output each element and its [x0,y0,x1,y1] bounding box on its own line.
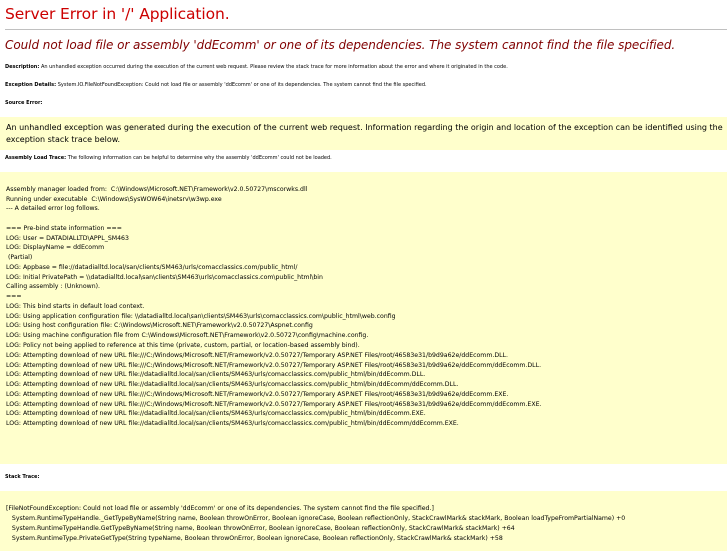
stack-trace-box [0,491,727,551]
source-error-line: exception stack trace below. [6,135,121,144]
trace-line: LOG: Attempting download of new URL file:///C:/Windows/Microsoft.NET/Framework/v2.0.50727/Temporary ASP.NET Files/root/46583e31/b9d9a62e/ddEcomm/ddEcomm.EXE. [6,400,542,408]
trace-line: LOG: This bind starts in default load context. [6,302,145,310]
stack-trace-paragraph [5,474,727,481]
assembly-load-trace-paragraph [5,155,727,162]
assembly-load-trace-box [0,172,727,464]
trace-line: LOG: Using machine configuration file from C:\Windows\Microsoft.NET\Framework\v2.0.50727\config\machine.config. [6,332,369,340]
exception-details-text: System.IO.FileNotFoundException: Could not load file or assembly 'ddEcomm' or one of its dependencies. The system cannot find the file specified. [57,82,427,88]
trace-line [6,175,727,185]
source-error-line: An unhandled exception was generated during the execution of the current web request. Information regarding the origin and location of the exception can be identified using the [6,123,723,132]
title-divider [5,29,727,30]
source-error-label: Source Error: [5,100,43,106]
trace-line: Calling assembly : (Unknown). [6,283,101,291]
stack-line: System.RuntimeType.PrivateGetType(String typeName, Boolean throwOnError, Boolean ignoreCase, Boolean reflectionOnly, StackCrawlMark& stackMark) +58 [6,535,503,542]
trace-line [6,214,727,224]
stack-line: [FileNotFoundException: Could not load file or assembly 'ddEcomm' or one of its dependencies. The system cannot find the file specified.] [6,505,434,512]
trace-line: LOG: Appbase = file://datadialltd.local/san/clients/SM463/urls/comacclassics.com/public_html/ [6,263,298,271]
trace-line: LOG: Attempting download of new URL file://datadialltd.local/san/clients/SM463/urls/comacclassics.com/public_html/bin/ddEcomm/ddEcomm.DLL. [6,381,459,389]
trace-line: LOG: User = DATADIALLTD\APPL_SM463 [6,234,129,242]
trace-line: === [6,293,22,301]
stack-line: System.RuntimeTypeHandle._GetTypeByName(String name, Boolean throwOnError, Boolean ignoreCase, Boolean reflectionOnly, StackCrawlMark& stackMark, Boolean loadTypeFromPartialName) +0 [6,515,626,522]
description-paragraph [5,64,727,71]
source-error-box [0,117,727,150]
trace-line: === Pre-bind state information === [6,224,122,232]
trace-line: LOG: Policy not being applied to reference at this time (private, custom, partial, or location-based assembly bind). [6,342,360,350]
description-label: Description: [5,64,40,70]
error-message: Could not load file or assembly 'ddEcomm' or one of its dependencies. The system cannot find the file specified. [5,38,676,52]
trace-line: --- A detailed error log follows. [6,205,100,213]
trace-line: LOG: Using host configuration file: C:\Windows\Microsoft.NET\Framework\v2.0.50727\Aspnet.config [6,322,313,330]
exception-details-paragraph [5,82,727,89]
trace-line: (Partial) [6,254,33,262]
trace-line: LOG: DisplayName = ddEcomm [6,244,105,252]
stack-line [6,494,727,504]
trace-line: LOG: Attempting download of new URL file://datadialltd.local/san/clients/SM463/urls/comacclassics.com/public_html/bin/ddEcomm.EXE. [6,410,426,418]
exception-details-label: Exception Details: [5,82,57,88]
trace-line: LOG: Attempting download of new URL file:///C:/Windows/Microsoft.NET/Framework/v2.0.50727/Temporary ASP.NET Files/root/46583e31/b9d9a62e/ddEcomm/ddEcomm.DLL. [6,361,542,369]
stack-line: System.RuntimeTypeHandle.GetTypeByName(String name, Boolean throwOnError, Boolean ignoreCase, Boolean reflectionOnly, StackCrawlMark& stackMark) +64 [6,525,515,532]
trace-line: LOG: Attempting download of new URL file://datadialltd.local/san/clients/SM463/urls/comacclassics.com/public_html/bin/ddEcomm/ddEcomm.EXE. [6,420,459,428]
trace-line: Assembly manager loaded from: C:\Windows\Microsoft.NET\Framework\v2.0.50727\mscorwks.dll [6,185,308,193]
assembly-load-trace-label: Assembly Load Trace: [5,155,67,161]
trace-line: LOG: Initial PrivatePath = \\datadialltd.local\san\clients\SM463\urls\comacclassics.com\public_html\bin [6,273,323,281]
trace-line: LOG: Attempting download of new URL file:///C:/Windows/Microsoft.NET/Framework/v2.0.50727/Temporary ASP.NET Files/root/46583e31/b9d9a62e/ddEcomm.DLL. [6,351,508,359]
page-title: Server Error in '/' Application. [5,5,230,23]
trace-line: LOG: Attempting download of new URL file:///C:/Windows/Microsoft.NET/Framework/v2.0.50727/Temporary ASP.NET Files/root/46583e31/b9d9a62e/ddEcomm.EXE. [6,390,509,398]
description-text: An unhandled exception occurred during the execution of the current web request. Please review the stack trace for more information about the error and where it originated in the code. [40,64,508,70]
trace-line: LOG: Attempting download of new URL file://datadialltd.local/san/clients/SM463/urls/comacclassics.com/public_html/bin/ddEcomm.DLL. [6,371,426,379]
stack-trace-label: Stack Trace: [5,474,40,480]
source-error-paragraph [5,100,727,107]
assembly-load-trace-text: The following information can be helpful to determine why the assembly 'ddEcomm' could not be loaded. [67,155,332,161]
trace-line: Running under executable C:\Windows\SysWOW64\inetsrv\w3wp.exe [6,195,222,203]
trace-line: LOG: Using application configuration file: \\datadialltd.local\san\clients\SM463\urls\comacclassics.com\public_html\web.config [6,312,396,320]
